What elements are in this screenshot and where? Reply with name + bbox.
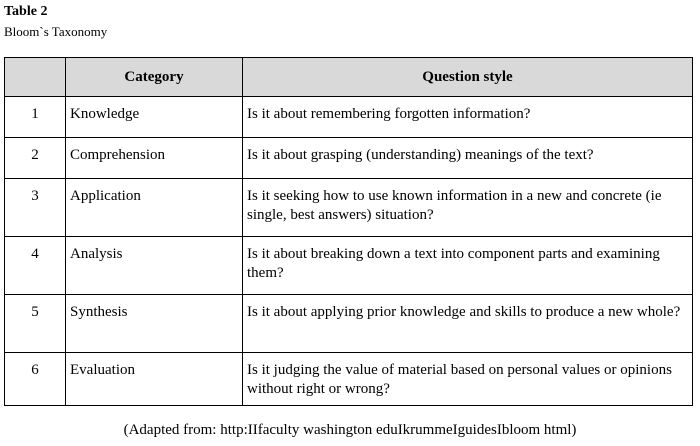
header-question-style: Question style <box>243 58 693 97</box>
table-row <box>5 138 693 179</box>
row-number: 2 <box>5 138 66 179</box>
row-category: Application <box>66 179 243 237</box>
row-question: Is it about breaking down a text into component parts and examining them? <box>243 237 693 295</box>
table-row <box>5 237 693 295</box>
taxonomy-table <box>4 57 693 406</box>
row-question: Is it about applying prior knowledge and skills to produce a new whole? <box>243 295 693 353</box>
source-note: (Adapted from: http:IIfaculty washington eduIkrummeIguidesIbloom html) <box>123 422 577 438</box>
table-row <box>5 97 693 138</box>
row-question: Is it seeking how to use known information in a new and concrete (ie single, best answers) situation? <box>243 179 693 237</box>
row-number: 1 <box>5 97 66 138</box>
row-number: 4 <box>5 237 66 295</box>
table-row <box>5 295 693 353</box>
row-number: 5 <box>5 295 66 353</box>
row-question: Is it judging the value of material based on personal values or opinions without right or wrong? <box>243 353 693 406</box>
row-category: Synthesis <box>66 295 243 353</box>
header-category: Category <box>66 58 243 97</box>
row-question: Is it about remembering forgotten information? <box>243 97 693 138</box>
row-number: 6 <box>5 353 66 406</box>
row-question: Is it about grasping (understanding) meanings of the text? <box>243 138 693 179</box>
header-number <box>5 58 66 97</box>
row-category: Evaluation <box>66 353 243 406</box>
table-label: Table 2 <box>4 4 48 19</box>
table-row <box>5 353 693 406</box>
table-title: Bloom`s Taxonomy <box>4 24 108 39</box>
row-category: Analysis <box>66 237 243 295</box>
table-header-row <box>5 58 693 97</box>
row-category: Knowledge <box>66 97 243 138</box>
row-number: 3 <box>5 179 66 237</box>
row-category: Comprehension <box>66 138 243 179</box>
table-row <box>5 179 693 237</box>
